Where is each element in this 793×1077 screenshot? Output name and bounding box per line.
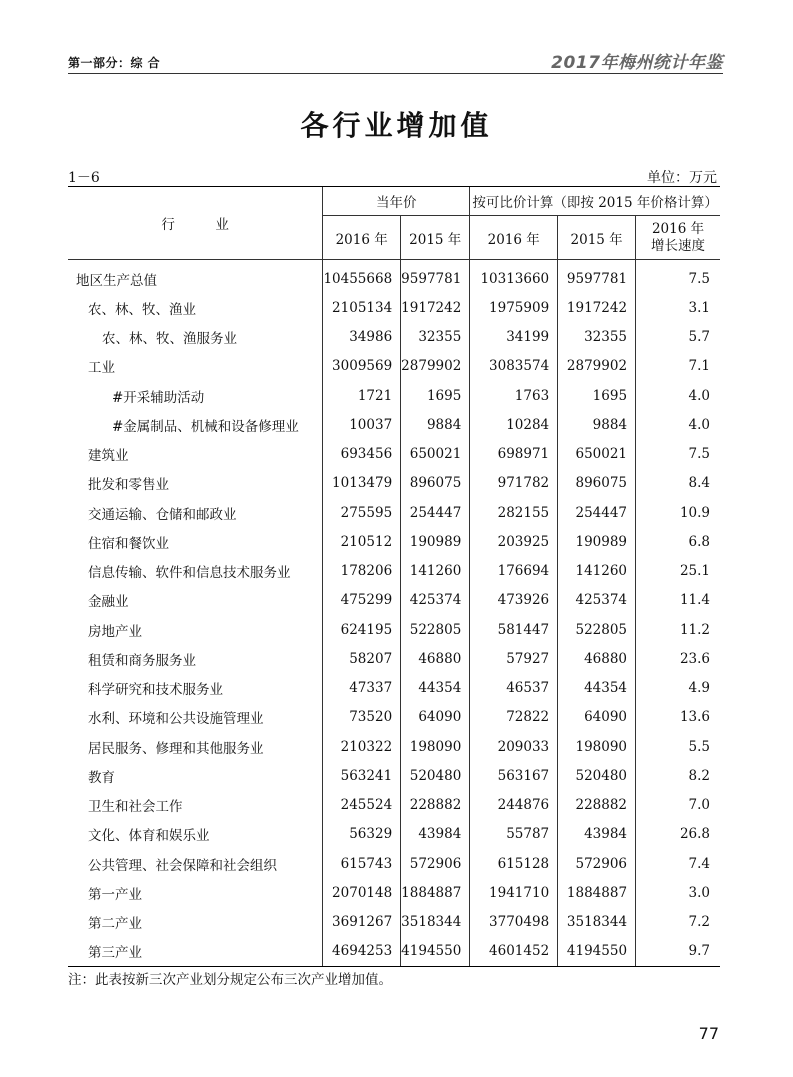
current-2015-cell: 198090 (401, 732, 470, 761)
growth-rate-cell: 8.2 (636, 761, 720, 790)
current-2016-cell: 2105134 (323, 293, 401, 322)
current-2015-cell: 1917242 (401, 293, 470, 322)
industry-name-cell: 工业 (88, 360, 115, 377)
col-header-current-price: 当年价 (323, 187, 470, 216)
unit-label: 单位：万元 (647, 170, 717, 186)
current-2015-cell: 254447 (401, 498, 470, 527)
growth-rate-cell: 4.0 (636, 410, 720, 439)
comparable-2016-cell: 10284 (470, 410, 558, 439)
table-row (68, 260, 720, 294)
growth-rate-cell: 7.5 (636, 440, 720, 469)
growth-rate-cell: 7.0 (636, 791, 720, 820)
growth-rate-cell: 23.6 (636, 644, 720, 673)
current-2016-cell: 10455668 (323, 260, 401, 294)
col-header-comparable-price: 按可比价计算（即按 2015 年价格计算） (470, 187, 720, 216)
table-row (68, 791, 720, 820)
table-number: 1－6 (68, 170, 100, 186)
table-row (68, 849, 720, 878)
industry-name-cell: 金融业 (88, 594, 129, 611)
industry-name-cell: 第三产业 (68, 937, 323, 967)
current-2016-cell: 624195 (323, 615, 401, 644)
growth-rate-cell: 4.9 (636, 674, 720, 703)
current-2015-cell: 228882 (401, 791, 470, 820)
current-2016-cell: 210512 (323, 527, 401, 556)
comparable-2015-cell: 190989 (558, 527, 636, 556)
industry-name-cell: 农、林、牧、渔服务业 (102, 331, 237, 348)
current-2015-cell: 64090 (401, 703, 470, 732)
current-2015-cell: 522805 (401, 615, 470, 644)
comparable-2015-cell: 520480 (558, 761, 636, 790)
industry-value-added-table (68, 186, 720, 967)
table-row (68, 937, 720, 967)
comparable-2016-cell: 282155 (470, 498, 558, 527)
current-2016-cell: 3009569 (323, 352, 401, 381)
current-2015-cell: 44354 (401, 674, 470, 703)
industry-name-cell: 地区生产总值 (76, 272, 157, 289)
comparable-2016-cell: 563167 (470, 761, 558, 790)
growth-rate-cell: 10.9 (636, 498, 720, 527)
table-row (68, 674, 720, 703)
page-number: 77 (698, 1024, 719, 1043)
industry-name-cell: 批发和零售业 (88, 477, 169, 494)
comparable-2016-cell: 971782 (470, 469, 558, 498)
col-header-growth (636, 216, 720, 260)
header-rule (68, 73, 723, 74)
comparable-2016-cell: 57927 (470, 644, 558, 673)
current-2015-cell: 1695 (401, 381, 470, 410)
industry-name-cell: 房地产业 (88, 623, 142, 640)
table-row (68, 878, 720, 907)
growth-rate-cell: 11.2 (636, 615, 720, 644)
industry-name-cell: 文化、体育和娱乐业 (88, 828, 210, 845)
current-2015-cell: 520480 (401, 761, 470, 790)
growth-rate-cell: 5.5 (636, 732, 720, 761)
industry-name-cell: 科学研究和技术服务业 (88, 682, 223, 699)
table-row (68, 615, 720, 644)
table-row (68, 820, 720, 849)
industry-name-cell: 水利、环境和公共设施管理业 (88, 711, 264, 728)
col-header-cmp-2015: 2015 年 (558, 216, 636, 260)
comparable-2015-cell: 44354 (558, 674, 636, 703)
current-2016-cell: 58207 (323, 644, 401, 673)
industry-name-cell: 交通运输、仓储和邮政业 (88, 506, 237, 523)
current-2015-cell: 2879902 (401, 352, 470, 381)
table-row (68, 586, 720, 615)
comparable-2016-cell: 10313660 (470, 260, 558, 294)
industry-name-cell: #金属制品、机械和设备修理业 (112, 418, 299, 435)
current-2016-cell: 693456 (323, 440, 401, 469)
col-header-growth-line1: 2016 年 (651, 220, 705, 237)
industry-name-cell: 居民服务、修理和其他服务业 (88, 740, 264, 757)
growth-rate-cell: 26.8 (636, 820, 720, 849)
table-row (68, 498, 720, 527)
current-2015-cell: 3518344 (401, 908, 470, 937)
growth-rate-cell: 11.4 (636, 586, 720, 615)
comparable-2015-cell: 32355 (558, 323, 636, 352)
table-note: 注：此表按新三次产业划分规定公布三次产业增加值。 (68, 972, 392, 988)
comparable-2015-cell: 254447 (558, 498, 636, 527)
growth-rate-cell: 7.1 (636, 352, 720, 381)
current-2015-cell: 9597781 (401, 260, 470, 294)
col-header-cmp-2016: 2016 年 (470, 216, 558, 260)
growth-rate-cell: 3.1 (636, 293, 720, 322)
page-title: 各行业增加值 (300, 109, 493, 142)
industry-name-cell: 第二产业 (88, 916, 142, 933)
comparable-2015-cell: 228882 (558, 791, 636, 820)
table-row (68, 381, 720, 410)
growth-rate-cell: 25.1 (636, 557, 720, 586)
comparable-2015-cell: 1695 (558, 381, 636, 410)
current-2015-cell: 141260 (401, 557, 470, 586)
table-row (68, 644, 720, 673)
current-2016-cell: 1013479 (323, 469, 401, 498)
comparable-2015-cell: 2879902 (558, 352, 636, 381)
comparable-2016-cell: 473926 (470, 586, 558, 615)
comparable-2015-cell: 522805 (558, 615, 636, 644)
growth-rate-cell: 9.7 (636, 937, 720, 967)
current-2015-cell: 650021 (401, 440, 470, 469)
comparable-2016-cell: 244876 (470, 791, 558, 820)
current-2015-cell: 1884887 (401, 878, 470, 907)
comparable-2016-cell: 209033 (470, 732, 558, 761)
comparable-2015-cell: 572906 (558, 849, 636, 878)
current-2016-cell: 47337 (323, 674, 401, 703)
comparable-2015-cell: 896075 (558, 469, 636, 498)
col-header-cur-2015: 2015 年 (401, 216, 470, 260)
comparable-2016-cell: 3770498 (470, 908, 558, 937)
table-row (68, 469, 720, 498)
current-2015-cell: 425374 (401, 586, 470, 615)
comparable-2015-cell: 4194550 (558, 937, 636, 967)
table-row (68, 908, 720, 937)
growth-rate-cell: 7.2 (636, 908, 720, 937)
comparable-2016-cell: 1941710 (470, 878, 558, 907)
comparable-2016-cell: 55787 (470, 820, 558, 849)
current-2016-cell: 2070148 (323, 878, 401, 907)
comparable-2015-cell: 650021 (558, 440, 636, 469)
table-row (68, 352, 720, 381)
comparable-2016-cell: 46537 (470, 674, 558, 703)
comparable-2016-cell: 615128 (470, 849, 558, 878)
current-2016-cell: 615743 (323, 849, 401, 878)
comparable-2015-cell: 198090 (558, 732, 636, 761)
current-2015-cell: 46880 (401, 644, 470, 673)
growth-rate-cell: 4.0 (636, 381, 720, 410)
industry-name-cell: 住宿和餐饮业 (88, 535, 169, 552)
growth-rate-cell: 13.6 (636, 703, 720, 732)
comparable-2016-cell: 581447 (470, 615, 558, 644)
industry-name-cell: 信息传输、软件和信息技术服务业 (88, 565, 291, 582)
current-2016-cell: 34986 (323, 323, 401, 352)
comparable-2015-cell: 9597781 (558, 260, 636, 294)
comparable-2016-cell: 1763 (470, 381, 558, 410)
industry-name-cell: 教育 (88, 769, 115, 786)
table-row (68, 440, 720, 469)
comparable-2016-cell: 4601452 (470, 937, 558, 967)
growth-rate-cell: 7.4 (636, 849, 720, 878)
table-row (68, 703, 720, 732)
current-2015-cell: 572906 (401, 849, 470, 878)
current-2016-cell: 10037 (323, 410, 401, 439)
current-2016-cell: 1721 (323, 381, 401, 410)
industry-name-cell: 公共管理、社会保障和社会组织 (88, 857, 277, 874)
current-2016-cell: 73520 (323, 703, 401, 732)
table-row (68, 323, 720, 352)
current-2016-cell: 210322 (323, 732, 401, 761)
table-row (68, 293, 720, 322)
growth-rate-cell: 8.4 (636, 469, 720, 498)
current-2016-cell: 475299 (323, 586, 401, 615)
current-2016-cell: 563241 (323, 761, 401, 790)
table-row (68, 732, 720, 761)
current-2016-cell: 4694253 (323, 937, 401, 967)
table-row (68, 527, 720, 556)
col-header-growth-line2: 增长速度 (651, 237, 706, 254)
current-2015-cell: 4194550 (401, 937, 470, 967)
growth-rate-cell: 5.7 (636, 323, 720, 352)
growth-rate-cell: 7.5 (636, 260, 720, 294)
comparable-2016-cell: 3083574 (470, 352, 558, 381)
table-row (68, 761, 720, 790)
industry-name-cell: 建筑业 (88, 448, 129, 465)
comparable-2015-cell: 1917242 (558, 293, 636, 322)
section-header: 第一部分：综 合 (68, 56, 161, 70)
current-2016-cell: 178206 (323, 557, 401, 586)
col-header-cur-2016: 2016 年 (323, 216, 401, 260)
industry-name-cell: 卫生和社会工作 (88, 799, 183, 816)
table-row (68, 557, 720, 586)
comparable-2015-cell: 46880 (558, 644, 636, 673)
comparable-2015-cell: 43984 (558, 820, 636, 849)
comparable-2016-cell: 698971 (470, 440, 558, 469)
col-header-industry: 行 业 (68, 187, 323, 260)
current-2015-cell: 43984 (401, 820, 470, 849)
current-2016-cell: 245524 (323, 791, 401, 820)
table-row (68, 410, 720, 439)
industry-name-cell: 租赁和商务服务业 (88, 652, 196, 669)
growth-rate-cell: 3.0 (636, 878, 720, 907)
current-2016-cell: 56329 (323, 820, 401, 849)
comparable-2015-cell: 141260 (558, 557, 636, 586)
industry-name-cell: 第一产业 (88, 886, 142, 903)
current-2016-cell: 275595 (323, 498, 401, 527)
industry-name-cell: #开采辅助活动 (112, 389, 205, 406)
current-2015-cell: 190989 (401, 527, 470, 556)
growth-rate-cell: 6.8 (636, 527, 720, 556)
current-2015-cell: 32355 (401, 323, 470, 352)
comparable-2016-cell: 203925 (470, 527, 558, 556)
current-2015-cell: 896075 (401, 469, 470, 498)
comparable-2015-cell: 1884887 (558, 878, 636, 907)
yearbook-header: 2017年梅州统计年鉴 (551, 53, 723, 73)
comparable-2016-cell: 34199 (470, 323, 558, 352)
comparable-2016-cell: 176694 (470, 557, 558, 586)
comparable-2015-cell: 3518344 (558, 908, 636, 937)
current-2015-cell: 9884 (401, 410, 470, 439)
industry-name-cell: 农、林、牧、渔业 (88, 301, 196, 318)
current-2016-cell: 3691267 (323, 908, 401, 937)
comparable-2016-cell: 72822 (470, 703, 558, 732)
comparable-2015-cell: 9884 (558, 410, 636, 439)
comparable-2015-cell: 425374 (558, 586, 636, 615)
comparable-2015-cell: 64090 (558, 703, 636, 732)
comparable-2016-cell: 1975909 (470, 293, 558, 322)
